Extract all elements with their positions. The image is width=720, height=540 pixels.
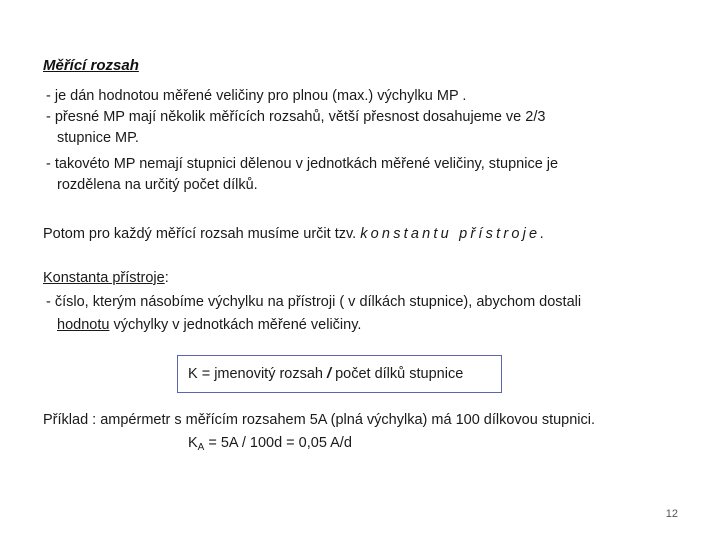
- example-k: K: [188, 435, 198, 451]
- example-subscript: A: [197, 442, 205, 453]
- constant-heading-colon: :: [164, 270, 169, 286]
- constant-intro-text: Potom pro každý měřící rozsah musíme určit tzv.: [43, 226, 357, 242]
- constant-definition-cont: [57, 315, 361, 336]
- constant-heading: Konstanta přístroje: [43, 270, 165, 286]
- example-result: [188, 433, 352, 458]
- section-title: Měřící rozsah: [43, 57, 139, 74]
- formula-slash: /: [327, 366, 332, 382]
- page-number: 12: [665, 508, 678, 520]
- example-line: Příklad : ampérmetr s měřícím rozsahem 5A (plná výchylka) má 100 dílkovou stupnici.: [43, 412, 596, 428]
- bullet-2-cont: stupnice MP.: [57, 130, 139, 146]
- formula-left: K = jmenovitý rozsah: [188, 366, 323, 382]
- bullet-2: - přesné MP mají několik měřících rozsahů, větší přesnost dosahujeme ve 2/3: [46, 109, 546, 125]
- hodnotu-underlined: hodnotu: [57, 317, 110, 333]
- constant-heading-line: [43, 268, 169, 289]
- formula-box: [177, 355, 502, 393]
- example-calculation: = 5A / 100d = 0,05 A/d: [204, 435, 352, 451]
- constant-definition: - číslo, kterým násobíme výchylku na přístroji ( v dílkách stupnice), abychom dostali: [46, 294, 582, 310]
- bullet-3: - takovéto MP nemají stupnici dělenou v jednotkách měřené veličiny, stupnice je: [46, 156, 559, 172]
- formula-right: počet dílků stupnice: [335, 366, 464, 382]
- constant-intro: [43, 224, 548, 245]
- constant-definition-rest: výchylky v jednotkách měřené veličiny.: [113, 317, 362, 333]
- bullet-3-cont: rozdělena na určitý počet dílků.: [57, 177, 258, 193]
- bullet-1: - je dán hodnotou měřené veličiny pro plnou (max.) výchylku MP .: [46, 88, 467, 104]
- constant-term: konstantu přístroje.: [360, 226, 548, 242]
